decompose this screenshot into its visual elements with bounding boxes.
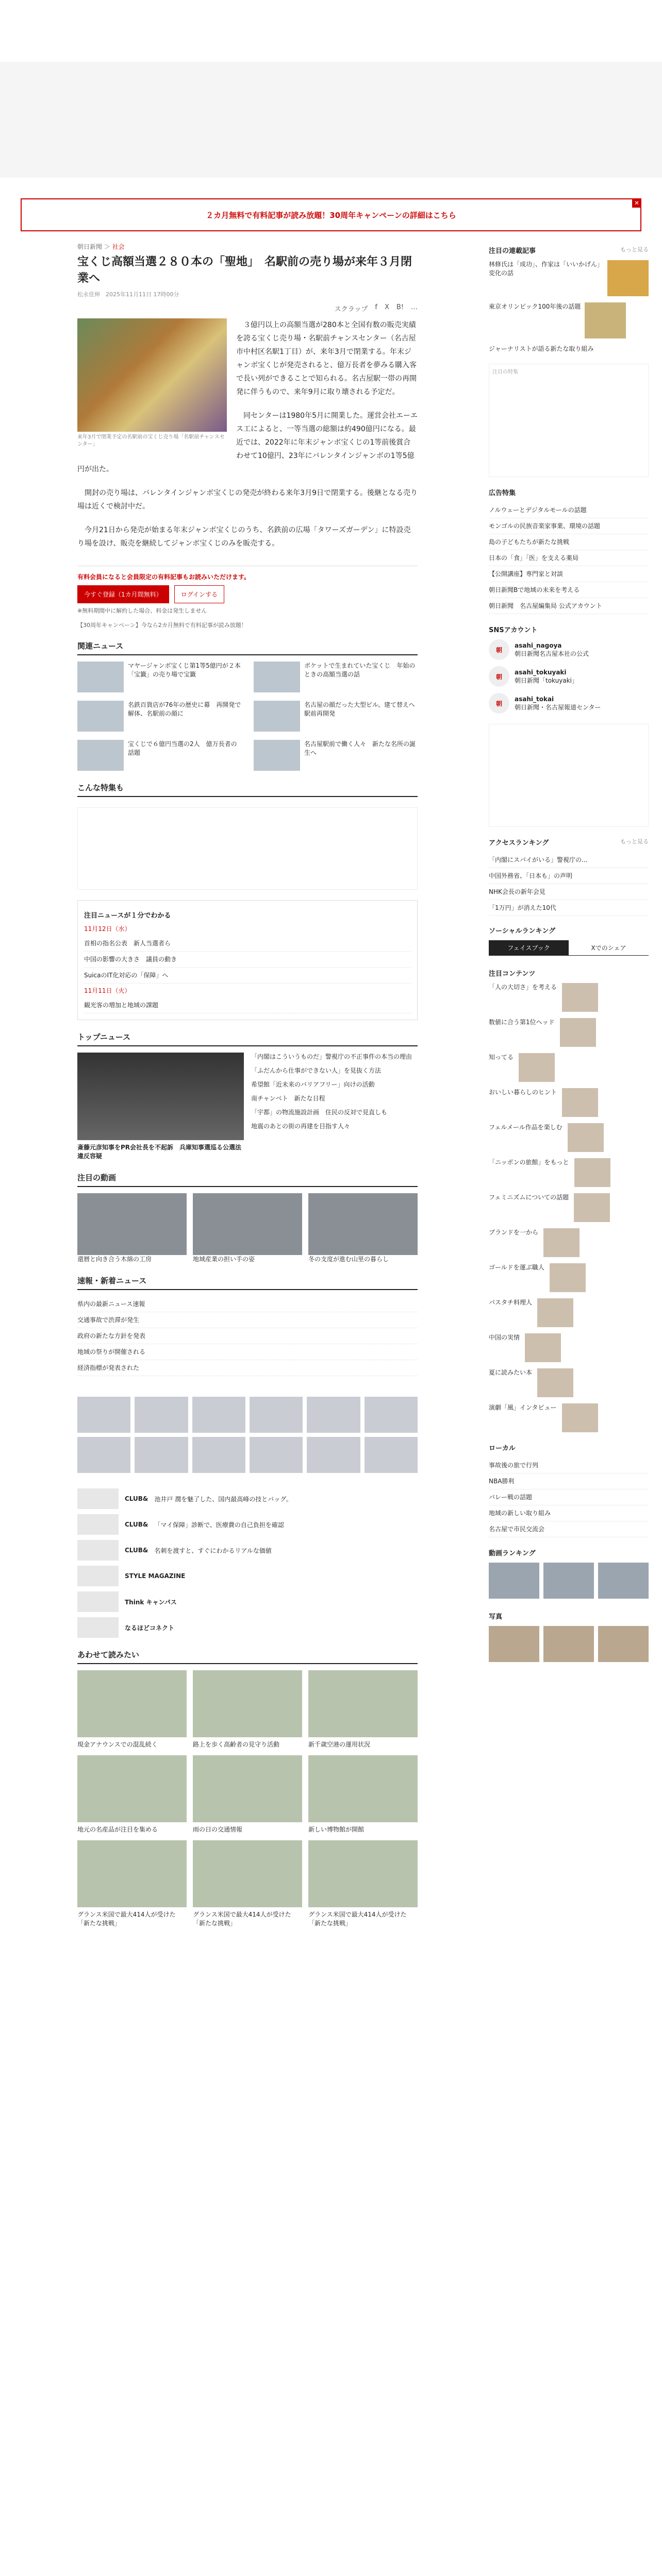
thumbnail: [568, 1123, 604, 1152]
ad-link[interactable]: 朝日新聞 名古屋編集局 公式アカウント: [489, 598, 649, 614]
article-title: 宝くじ高額当選２８０本の「聖地」 名駅前の売り場が来年３月閉業へ: [77, 256, 412, 285]
topnews-item[interactable]: 「宇都」の物流施設計画 住民の反対で見直しも: [251, 1109, 388, 1116]
brand-logo: [77, 1488, 119, 1509]
thumbnail: [308, 1755, 418, 1822]
thumbnail: [308, 1840, 418, 1907]
photo-tile[interactable]: [365, 1437, 418, 1473]
video-thumbnail: [308, 1193, 418, 1255]
more-item[interactable]: 新千歳空港の運用状況: [308, 1670, 418, 1749]
thumbnail: [254, 701, 300, 732]
ranking-item[interactable]: NHK会長の新年会見: [489, 884, 649, 900]
more-item[interactable]: 地元の名産品が注目を集める: [77, 1755, 187, 1834]
more-item[interactable]: 雨の日の交通情報: [193, 1755, 302, 1834]
related-item[interactable]: 名古屋駅前で働く人々 新たな名所の誕生へ: [254, 740, 418, 771]
recommend-heading: こんな特集も: [77, 782, 418, 797]
video-thumbnail: [77, 1193, 187, 1255]
pick-date: 11月12日（水）: [84, 925, 131, 933]
thumbnail: [77, 701, 124, 732]
avatar: 朝: [489, 693, 509, 714]
more-item[interactable]: 路上を歩く高齢者の見守り活動: [193, 1670, 302, 1749]
campaign-text[interactable]: ２カ月無料で有料記事が読み放題！30周年キャンペーンの詳細はこちら: [206, 210, 456, 220]
featured-item[interactable]: 林修氏は「成功」、作家は「いいかげん」 変化の話: [489, 260, 649, 296]
paragraph: 開封の売り場は、バレンタインジャンボ宝くじの発売が終わる来年3月9日で閉業する。後継となる売り場は近くで検討中だ。: [77, 489, 418, 511]
photo-tile[interactable]: [250, 1397, 303, 1433]
sns-title: SNSアカウント: [489, 626, 538, 634]
video-thumbnail: [193, 1193, 302, 1255]
thumbnail: [562, 1403, 598, 1432]
local-item[interactable]: NBA勝利: [489, 1473, 649, 1489]
breadcrumb-section[interactable]: 社会: [112, 243, 125, 250]
local-list: [489, 1458, 649, 1537]
photo-tile[interactable]: [307, 1437, 360, 1473]
avatar: 朝: [489, 666, 509, 687]
content-item[interactable]: ゴールドを運ぶ職人: [489, 1263, 649, 1292]
photo-tile[interactable]: [365, 1397, 418, 1433]
brand-logo: [77, 1617, 119, 1638]
breadcrumb-home[interactable]: 朝日新聞: [77, 243, 103, 250]
tab-x[interactable]: Xでのシェア: [591, 944, 626, 952]
flash-item[interactable]: 県内の最新ニュース速報: [77, 1296, 418, 1312]
thumbnail: [77, 662, 124, 692]
campaign-banner[interactable]: [21, 198, 641, 231]
share-bar: [77, 303, 418, 313]
paragraph: ３億円以上の高額当選が280本と全国有数の販売実績を誇る宝くじ売り場・名駅前チャンスセンター（名古屋市中村区名駅1丁目）が、来年3月で閉業する。年末ジャンボ宝くじが発売されると、億万長者を夢みる購入客で長い列ができることで知られる。名古屋駅一帯の再開発に伴うもので、来年9月に取り壊される予定だ。: [236, 321, 417, 396]
thumbnail: [77, 1755, 187, 1822]
ad-slot[interactable]: 注目の特集: [489, 364, 649, 477]
thumbnail: [308, 1670, 418, 1737]
paywall-box: [77, 566, 418, 629]
flash-item[interactable]: 政府の新たな方針を発表: [77, 1328, 418, 1344]
photo-tile[interactable]: [192, 1397, 245, 1433]
thumbnail: [489, 1626, 539, 1662]
photo-tile[interactable]: [135, 1397, 188, 1433]
content-item[interactable]: 知ってる: [489, 1053, 649, 1082]
ad-link[interactable]: 島の子どもたちが新たな挑戦: [489, 534, 649, 550]
sidebar: 注目の連載記事 もっと見る 林修氏は「成功」、作家は「いいかげん」 変化の話 東京オリンピック100年後の話題 ジャーナリストが語る新たな取り組み 注目の特集 広告特集 ノルウェーとデジタルモールの話題 モンゴルの民族音楽家事業、環境の話題 島の子どもたちが新たな挑戦 日本の「食」「医」を支える薬局 【公開講座】専門家と対談 朝日新聞Bで地域の未来を考える 朝日新聞 名古屋編集局 公式アカウント SNSアカウント 朝 asahi_nagoya 朝日新聞名古屋本社の公式 朝 asahi_tokuyaki 朝日新聞「tokuyaki」 朝 asahi_tokai 朝日新聞・名古屋報道センター アクセスランキング もっと見る 「内閣にスパイがいる」警視庁の... 中国外務省、「日本も」の声明 NHK会長の新年会見 「1万円」が消えた10代 ソーシャルランキング フェイスブック Xでのシェア 注目コンテンツ 「人の大切さ」を考える 数値に合う第1位ヘッド 知ってる おいしい暮らしのヒント フェルメール作品を楽しむ 「ニッポンの旅館」をもっと フェミニズムについての話題 ブランドを一から ゴールドを運ぶ職人 パスタチ料理人 中国の実情 夏に読みたい本 演劇「風」インタビュー ローカル 事故後の旅で行列 NBA勝利 バレー戦の話題 地域の新しい取り組み 名古屋で市民交流会 動画ランキング 写真: [489, 242, 649, 1664]
flash-item[interactable]: 地域の祭りが開催される: [77, 1344, 418, 1360]
thumbnail: [607, 260, 649, 296]
brand-item[interactable]: STYLE MAGAZINE: [77, 1566, 418, 1586]
thumbnail: [77, 740, 124, 771]
video-item[interactable]: 還暦と向き合う木綿の工房: [77, 1193, 187, 1264]
more-heading: あわせて読みたい: [77, 1649, 418, 1664]
video-item[interactable]: 地域産業の担い手の姿: [193, 1193, 302, 1264]
tab-facebook[interactable]: フェイスブック: [489, 940, 569, 955]
ranking-item[interactable]: 「1万円」が消えた10代: [489, 900, 649, 916]
content-item[interactable]: 「ニッポンの旅館」をもっと: [489, 1158, 649, 1187]
featured-title: 注目の連載記事: [489, 247, 536, 255]
rank-item[interactable]: [543, 1626, 594, 1664]
thumbnail: [598, 1626, 649, 1662]
topnews-lead[interactable]: 斎藤元彦知事をPR会社長を不起訴 兵庫知事選巡る公選法違反容疑: [77, 1053, 244, 1161]
ad-link[interactable]: 【公開講座】専門家と対談: [489, 566, 649, 582]
x-icon[interactable]: X: [384, 303, 389, 311]
brand-logo: [77, 1514, 119, 1535]
topnews: [77, 1053, 418, 1161]
thumbnail: [537, 1298, 573, 1327]
featured-item[interactable]: ジャーナリストが語る新たな取り組み: [489, 345, 594, 352]
ad-slot[interactable]: [77, 807, 418, 890]
paragraph: 今月21日から発売が始まる年末ジャンボ宝くじのうち、名鉄前の広場「タワーズガーデン」に特設売り場を設け、販売を継続してジャンボ宝くじのみを販売する。: [77, 526, 411, 548]
ad-links: [489, 502, 649, 614]
photo-tile[interactable]: [192, 1437, 245, 1473]
topnews-heading: トップニュース: [77, 1031, 418, 1046]
thumbnail: [77, 1840, 187, 1907]
related-list: [77, 662, 421, 771]
content-item[interactable]: 「人の大切さ」を考える: [489, 983, 649, 1012]
photo-tile[interactable]: [307, 1397, 360, 1433]
thumbnail: [562, 983, 598, 1012]
related-heading: 関連ニュース: [77, 640, 418, 655]
more-item[interactable]: グランス米国で最大414人が受けた「新たな挑戦」: [77, 1840, 187, 1928]
ad-slot[interactable]: [489, 724, 649, 827]
topnews-item[interactable]: 南チャンベト 新たな日程: [251, 1095, 325, 1102]
thumbnail: [585, 302, 626, 338]
photo-tile[interactable]: [135, 1437, 188, 1473]
pick-panel: [77, 900, 418, 1020]
related-item[interactable]: 宝くじで６億円当選の2人 億万長者の話題: [77, 740, 241, 771]
related-item[interactable]: 名古屋の顔だった大型ビル、建て替えへ 駅前再開発: [254, 701, 418, 732]
thumbnail: [543, 1563, 594, 1599]
local-item[interactable]: 名古屋で市民交流会: [489, 1521, 649, 1537]
thumbnail: [525, 1333, 561, 1362]
local-title: ローカル: [489, 1445, 516, 1452]
thumbnail: [254, 662, 300, 692]
links-title: 広告特集: [489, 489, 516, 497]
thumbnail: [193, 1840, 302, 1907]
local-item[interactable]: 地域の新しい取り組み: [489, 1505, 649, 1521]
breadcrumb: 朝日新聞 ＞ 社会: [77, 243, 125, 250]
rank-item[interactable]: [598, 1563, 649, 1601]
more-item[interactable]: グランス米国で最大414人が受けた「新たな挑戦」: [193, 1840, 302, 1928]
rank-item[interactable]: [489, 1563, 539, 1601]
topnews-photo: [77, 1053, 244, 1140]
content-item[interactable]: 夏に読みたい本: [489, 1368, 649, 1397]
bookmark-icon[interactable]: スクラップ: [334, 306, 368, 313]
ranking-item[interactable]: 「内閣にスパイがいる」警視庁の...: [489, 852, 649, 868]
topnews-item[interactable]: 「ふだんから仕事ができない人」を見抜く方法: [251, 1067, 382, 1074]
content-item[interactable]: ブランドを一から: [489, 1228, 649, 1257]
more-item[interactable]: 新しい博物館が開館: [308, 1755, 418, 1834]
ranking-list: [489, 852, 649, 916]
content-item[interactable]: 数値に合う第1位ヘッド: [489, 1018, 649, 1047]
brand-logo: [77, 1566, 119, 1586]
topnews-item[interactable]: 地震のあとの街の再建を目指す人々: [251, 1123, 351, 1130]
pick-title: 注目ニュースが１分でわかる: [84, 912, 171, 920]
thumbnail: [254, 740, 300, 771]
brand-item[interactable]: なるほどコネクト: [77, 1617, 418, 1638]
pick-item[interactable]: 観光客の増加と地域の課題: [84, 997, 411, 1013]
hatena-icon[interactable]: B!: [396, 303, 404, 311]
main-column: [77, 242, 421, 1928]
video-heading: 注目の動画: [77, 1172, 418, 1187]
campaign-link[interactable]: 【30周年キャンペーン】今なら2カ月無料で有料記事が読み放題！: [77, 622, 247, 629]
ad-link[interactable]: ノルウェーとデジタルモールの話題: [489, 502, 649, 518]
topnews-item[interactable]: 希望館「近未来のバリアフリー」向けの活動: [251, 1081, 375, 1088]
related-item[interactable]: 名鉄百貨店が76年の歴史に幕 再開発で解体、名駅前の顔に: [77, 701, 241, 732]
video-item[interactable]: 冬の支度が進む山里の暮らし: [308, 1193, 418, 1264]
local-item[interactable]: バレー戦の話題: [489, 1489, 649, 1505]
flash-heading: 速報・新着ニュース: [77, 1275, 418, 1290]
related-item[interactable]: マヤージャンボ宝くじ第1等5億円が２本「宝籤」の売り場で宝籤: [77, 662, 241, 692]
sns-item[interactable]: 朝 asahi_tokuyaki 朝日新聞「tokuyaki」: [489, 666, 649, 687]
facebook-icon[interactable]: f: [375, 303, 377, 311]
photo-grid: [77, 1397, 418, 1473]
featured-item[interactable]: 東京オリンピック100年後の話題: [489, 302, 649, 338]
pick-item[interactable]: SuicaのIT化対応の「保障」へ: [84, 968, 411, 984]
brand-logo: [77, 1540, 119, 1561]
topnews-item[interactable]: 「内閣はこういうものだ」警視庁の不正事件の本当の理由: [251, 1053, 412, 1060]
thumbnail: [562, 1088, 598, 1117]
thumbnail: [574, 1158, 610, 1187]
thumbnail: [598, 1563, 649, 1599]
thumbnail: [543, 1228, 580, 1257]
brand-logo: [77, 1591, 119, 1612]
more-link[interactable]: もっと見る: [620, 246, 649, 253]
flash-list: [77, 1296, 418, 1376]
ad-link[interactable]: モンゴルの民族音楽家事業、環境の話題: [489, 518, 649, 534]
ranking-tabs: [489, 940, 649, 956]
thumbnail: [489, 1563, 539, 1599]
thumbnail: [193, 1670, 302, 1737]
ad-link[interactable]: 朝日新聞Bで地域の未来を考える: [489, 582, 649, 598]
photo-tile[interactable]: [77, 1397, 130, 1433]
content-item[interactable]: パスタチ料理人: [489, 1298, 649, 1327]
thumbnail: [537, 1368, 573, 1397]
rank-item[interactable]: [598, 1626, 649, 1664]
article-photo[interactable]: [77, 318, 227, 432]
thumbnail: [550, 1263, 586, 1292]
content-item[interactable]: フェルメール作品を楽しむ: [489, 1123, 649, 1152]
social-ranking-title: ソーシャルランキング: [489, 927, 556, 935]
paragraph: 同センターは1980年5月に開業した。運営会社エーエス工によると、一等当選の総額は約490億円になる。最近では、2022年に年末ジャンボ宝くじの1等前後賞合わせて10億円、23年にバレンタインジャンボの1等5億円が出た。: [77, 412, 418, 473]
sns-item[interactable]: 朝 asahi_tokai 朝日新聞・名古屋報道センター: [489, 693, 649, 714]
brand-item[interactable]: CLUB& 名刺を渡すと、すぐにわかるリアルな価値: [77, 1540, 418, 1561]
more-item[interactable]: グランス米国で最大414人が受けた「新たな挑戦」: [308, 1840, 418, 1928]
top-banner-area: [0, 62, 662, 178]
content-title: 注目コンテンツ: [489, 970, 536, 978]
paywall-title: 有料会員になると会員限定の有料記事もお読みいただけます。: [77, 573, 251, 581]
flash-item[interactable]: 交通事故で渋滞が発生: [77, 1312, 418, 1328]
thumbnail: [193, 1755, 302, 1822]
photo-tile[interactable]: [250, 1437, 303, 1473]
thumbnail: [519, 1053, 555, 1082]
photo-caption: 来年3月で閉業予定の名駅前の宝くじ売り場「名駅前チャンスセンター」: [77, 434, 225, 447]
photo-title: 写真: [489, 1613, 503, 1621]
local-item[interactable]: 事故後の旅で行列: [489, 1458, 649, 1473]
sns-item[interactable]: 朝 asahi_nagoya 朝日新聞名古屋本社の公式: [489, 639, 649, 660]
avatar: 朝: [489, 639, 509, 660]
thumbnail: [543, 1626, 594, 1662]
content-item[interactable]: 中国の実情: [489, 1333, 649, 1362]
content-item[interactable]: おいしい暮らしのヒント: [489, 1088, 649, 1117]
brand-list: [77, 1488, 418, 1638]
thumbnail: [77, 1670, 187, 1737]
video-list: [77, 1193, 418, 1264]
thumbnail: [574, 1193, 610, 1222]
more-item[interactable]: 現金アナウンスでの混乱続く: [77, 1670, 187, 1749]
flash-item[interactable]: 経済指標が発表された: [77, 1360, 418, 1376]
more-icon[interactable]: …: [411, 303, 418, 311]
paywall-note: ※無料期間中に解約した場合、料金は発生しません: [77, 607, 207, 614]
brand-item[interactable]: CLUB& 「マイ保障」診断で、医療費の自己負担を確認: [77, 1514, 418, 1535]
photo-tile[interactable]: [77, 1437, 130, 1473]
related-item[interactable]: ポケットで生まれていた宝くじ 年始のときの高額当選の話: [254, 662, 418, 692]
rank-item[interactable]: [543, 1563, 594, 1601]
pick-item[interactable]: 中国の影響の大きさ 議員の動き: [84, 952, 411, 968]
ranking-title: アクセスランキング: [489, 839, 549, 847]
content-item[interactable]: フェミニズムについての話題: [489, 1193, 649, 1222]
photo-ranking: [489, 1626, 649, 1664]
pick-item[interactable]: 首相の指名公表 新人当選者ら: [84, 936, 411, 952]
rank-item[interactable]: [489, 1626, 539, 1664]
login-button[interactable]: ログインする: [174, 585, 224, 603]
thumbnail: [560, 1018, 596, 1047]
video-ranking: [489, 1563, 649, 1601]
content-item[interactable]: 演劇「風」インタビュー: [489, 1403, 649, 1432]
article-meta: 松永佳伸 2025年11月11日 17時00分: [77, 291, 179, 298]
video-ranking-title: 動画ランキング: [489, 1550, 536, 1557]
ad-link[interactable]: 日本の「食」「医」を支える薬局: [489, 550, 649, 566]
more-list: [77, 1670, 418, 1928]
close-icon[interactable]: ✕: [632, 198, 641, 208]
pick-date: 11月11日（火）: [84, 987, 131, 994]
brand-item[interactable]: CLUB& 池井戸 潤を魅了した、国内最高峰の技とバッグ。: [77, 1488, 418, 1509]
subscribe-button[interactable]: 今すぐ登録（1カ月間無料）: [77, 585, 169, 603]
brand-item[interactable]: Think キャンパス: [77, 1591, 418, 1612]
ranking-item[interactable]: 中国外務省、「日本も」の声明: [489, 868, 649, 884]
